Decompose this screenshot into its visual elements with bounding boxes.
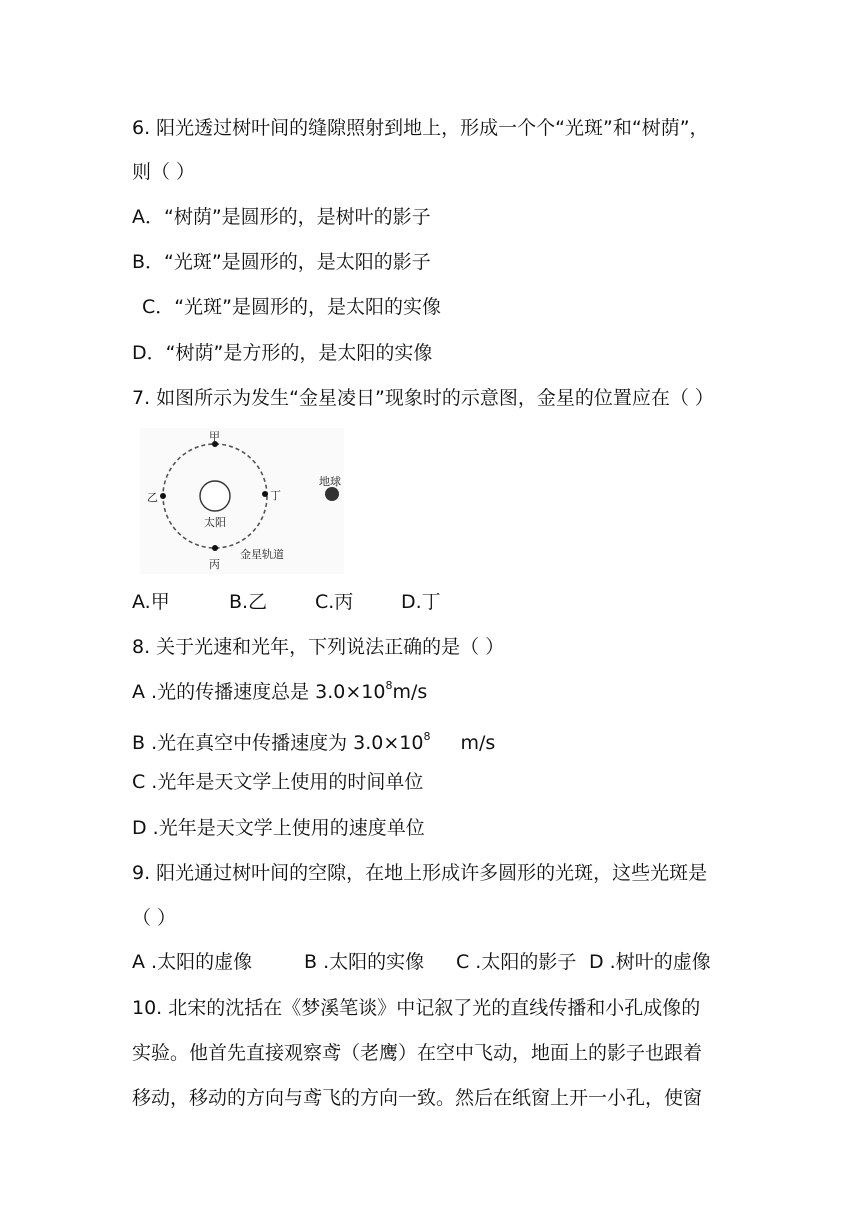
- q9-option-c: C .太阳的影子: [456, 951, 577, 973]
- label-top: 甲: [209, 430, 220, 443]
- label-earth: 地球: [319, 475, 341, 488]
- q7-options: [132, 590, 441, 614]
- q8-option-c: C .光年是天文学上使用的时间单位: [132, 771, 424, 793]
- q7-option-d: D.丁: [401, 591, 441, 613]
- venus-transit-diagram: [140, 428, 344, 574]
- label-sun: 太阳: [204, 516, 226, 529]
- position-bottom-dot: [212, 545, 218, 551]
- q7-option-b: B.乙: [229, 591, 268, 613]
- label-bottom: 丙: [209, 558, 220, 571]
- q8-option-a-exponent: 8: [385, 679, 393, 692]
- q8-option-b: [132, 731, 495, 755]
- q8-option-b-unit: m/s: [460, 732, 496, 754]
- q10-line3: 移动，移动的方向与鸢飞的方向一致。然后在纸窗上开一小孔，使窗: [132, 1087, 703, 1109]
- position-left-dot: [160, 493, 166, 499]
- q9-options: [132, 950, 711, 974]
- q8-option-b-text: B .光在真空中传播速度为 3.0×10: [132, 732, 424, 754]
- q6-option-b: B．“光斑”是圆形的，是太阳的影子: [132, 251, 431, 273]
- earth-dot: [325, 487, 339, 501]
- q8-option-a-text: A .光的传播速度总是 3.0×10: [132, 681, 386, 703]
- q8-option-a: [132, 680, 427, 704]
- q9-stem-line2: （ ）: [132, 907, 177, 929]
- label-left: 乙: [147, 491, 158, 504]
- q6-option-c: C．“光斑”是圆形的，是太阳的实像: [142, 296, 441, 318]
- q9-option-a: A .太阳的虚像: [132, 951, 253, 973]
- q8-stem: 8. 关于光速和光年，下列说法正确的是（ ）: [132, 636, 505, 658]
- q10-line2: 实验。他首先直接观察鸢（老鹰）在空中飞动，地面上的影子也跟着: [132, 1042, 703, 1064]
- q9-option-b: B .太阳的实像: [304, 951, 425, 973]
- q6-stem-line1: 6. 阳光透过树叶间的缝隙照射到地上，形成一个个“光斑”和“树荫”，: [132, 117, 709, 139]
- q10-line1: 10. 北宋的沈括在《梦溪笔谈》中记叙了光的直线传播和小孔成像的: [132, 997, 701, 1019]
- q7-option-c: C.丙: [315, 591, 354, 613]
- q6-stem-line2: 则（ ）: [132, 161, 196, 183]
- q9-stem-line1: 9. 阳光通过树叶间的空隙，在地上形成许多圆形的光斑，这些光斑是: [132, 862, 708, 884]
- q7-option-a: A.甲: [132, 591, 170, 613]
- label-right: 丁: [270, 489, 281, 502]
- q9-option-d: D .树叶的虚像: [589, 951, 711, 973]
- position-right-dot: [262, 491, 268, 497]
- q8-option-d: D .光年是天文学上使用的速度单位: [132, 817, 425, 839]
- q6-option-a: A．“树荫”是圆形的，是树叶的影子: [132, 206, 431, 228]
- q8-option-a-unit: m/s: [392, 681, 428, 703]
- q8-option-b-exponent: 8: [423, 730, 431, 743]
- q6-option-d: D．“树荫”是方形的，是太阳的实像: [132, 342, 433, 364]
- sun-circle: [200, 481, 230, 511]
- label-orbit: 金星轨道: [240, 548, 284, 561]
- q7-stem: 7. 如图所示为发生“金星凌日”现象时的示意图，金星的位置应在（ ）: [132, 387, 714, 409]
